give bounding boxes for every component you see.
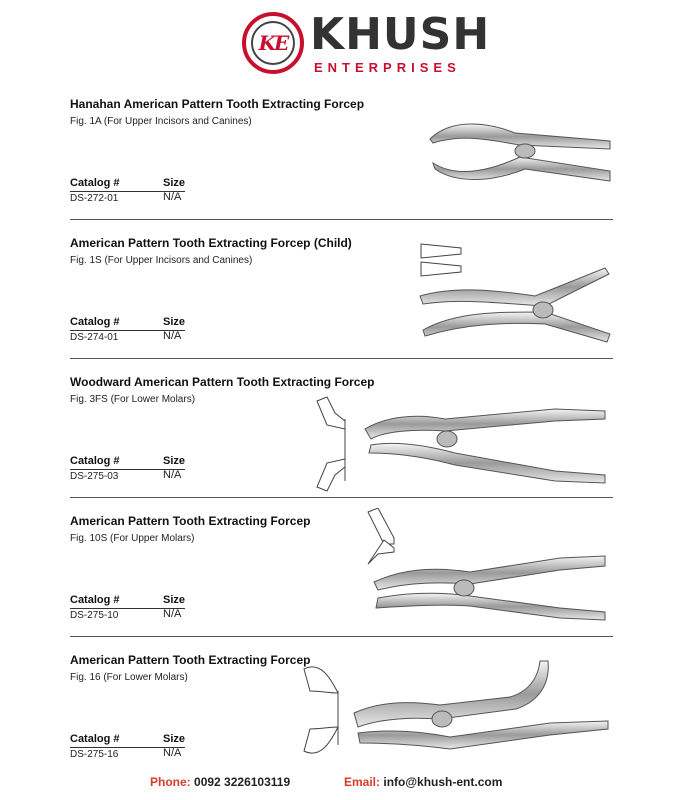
brand-logo [242,9,491,86]
brand-tagline: ENTERPRISES [314,60,461,75]
product-section [0,375,689,514]
catalog-header: Catalog # [70,733,120,745]
forcep-image [425,111,615,191]
product-section [0,236,689,375]
phone-label: Phone: [150,775,191,789]
catalog-number: DS-274-01 [70,332,119,343]
size-value: N/A [163,191,182,203]
section-divider [70,358,613,359]
product-title: Woodward American Pattern Tooth Extracting Forcep [70,375,375,389]
product-section [0,514,689,653]
phone-contact [150,775,290,789]
catalog-number: DS-275-10 [70,610,119,621]
forcep-image [305,395,615,495]
product-title: Hanahan American Pattern Tooth Extracting Forcep [70,97,365,111]
product-title: American Pattern Tooth Extracting Forcep [70,653,311,667]
catalog-number: DS-275-03 [70,471,119,482]
email-contact [344,775,502,789]
size-header: Size [163,594,186,606]
section-divider [70,219,613,220]
section-divider [70,636,613,637]
size-value: N/A [163,608,182,620]
catalog-header: Catalog # [70,455,120,467]
logo-mark: KE [251,21,295,65]
size-value: N/A [163,469,182,481]
product-fig: Fig. 1A (For Upper Incisors and Canines) [70,116,252,127]
size-header: Size [163,733,186,745]
catalog-number: DS-275-16 [70,749,119,760]
product-fig: Fig. 1S (For Upper Incisors and Canines) [70,255,253,266]
size-value: N/A [163,747,182,759]
size-value: N/A [163,330,182,342]
forcep-image [415,238,615,348]
product-title: American Pattern Tooth Extracting Forcep [70,514,311,528]
product-fig: Fig. 10S (For Upper Molars) [70,533,195,544]
catalog-header: Catalog # [70,594,120,606]
catalog-header: Catalog # [70,316,120,328]
logo-emblem [242,12,304,74]
phone-number[interactable]: 0092 3226103119 [194,775,291,789]
size-header: Size [163,316,186,328]
catalog-header: Catalog # [70,177,120,189]
product-section [0,653,689,792]
product-section [0,97,689,236]
brand-name: KHUSH [310,9,491,60]
email-address[interactable]: info@khush-ent.com [383,775,503,789]
product-fig: Fig. 16 (For Lower Molars) [70,672,188,683]
catalog-number: DS-272-01 [70,193,119,204]
email-label: Email: [344,775,381,789]
forcep-image [300,657,615,773]
size-header: Size [163,455,186,467]
section-divider [70,497,613,498]
product-title: American Pattern Tooth Extracting Forcep (Child) [70,236,352,250]
size-header: Size [163,177,186,189]
forcep-image [360,508,615,624]
product-fig: Fig. 3FS (For Lower Molars) [70,394,196,405]
